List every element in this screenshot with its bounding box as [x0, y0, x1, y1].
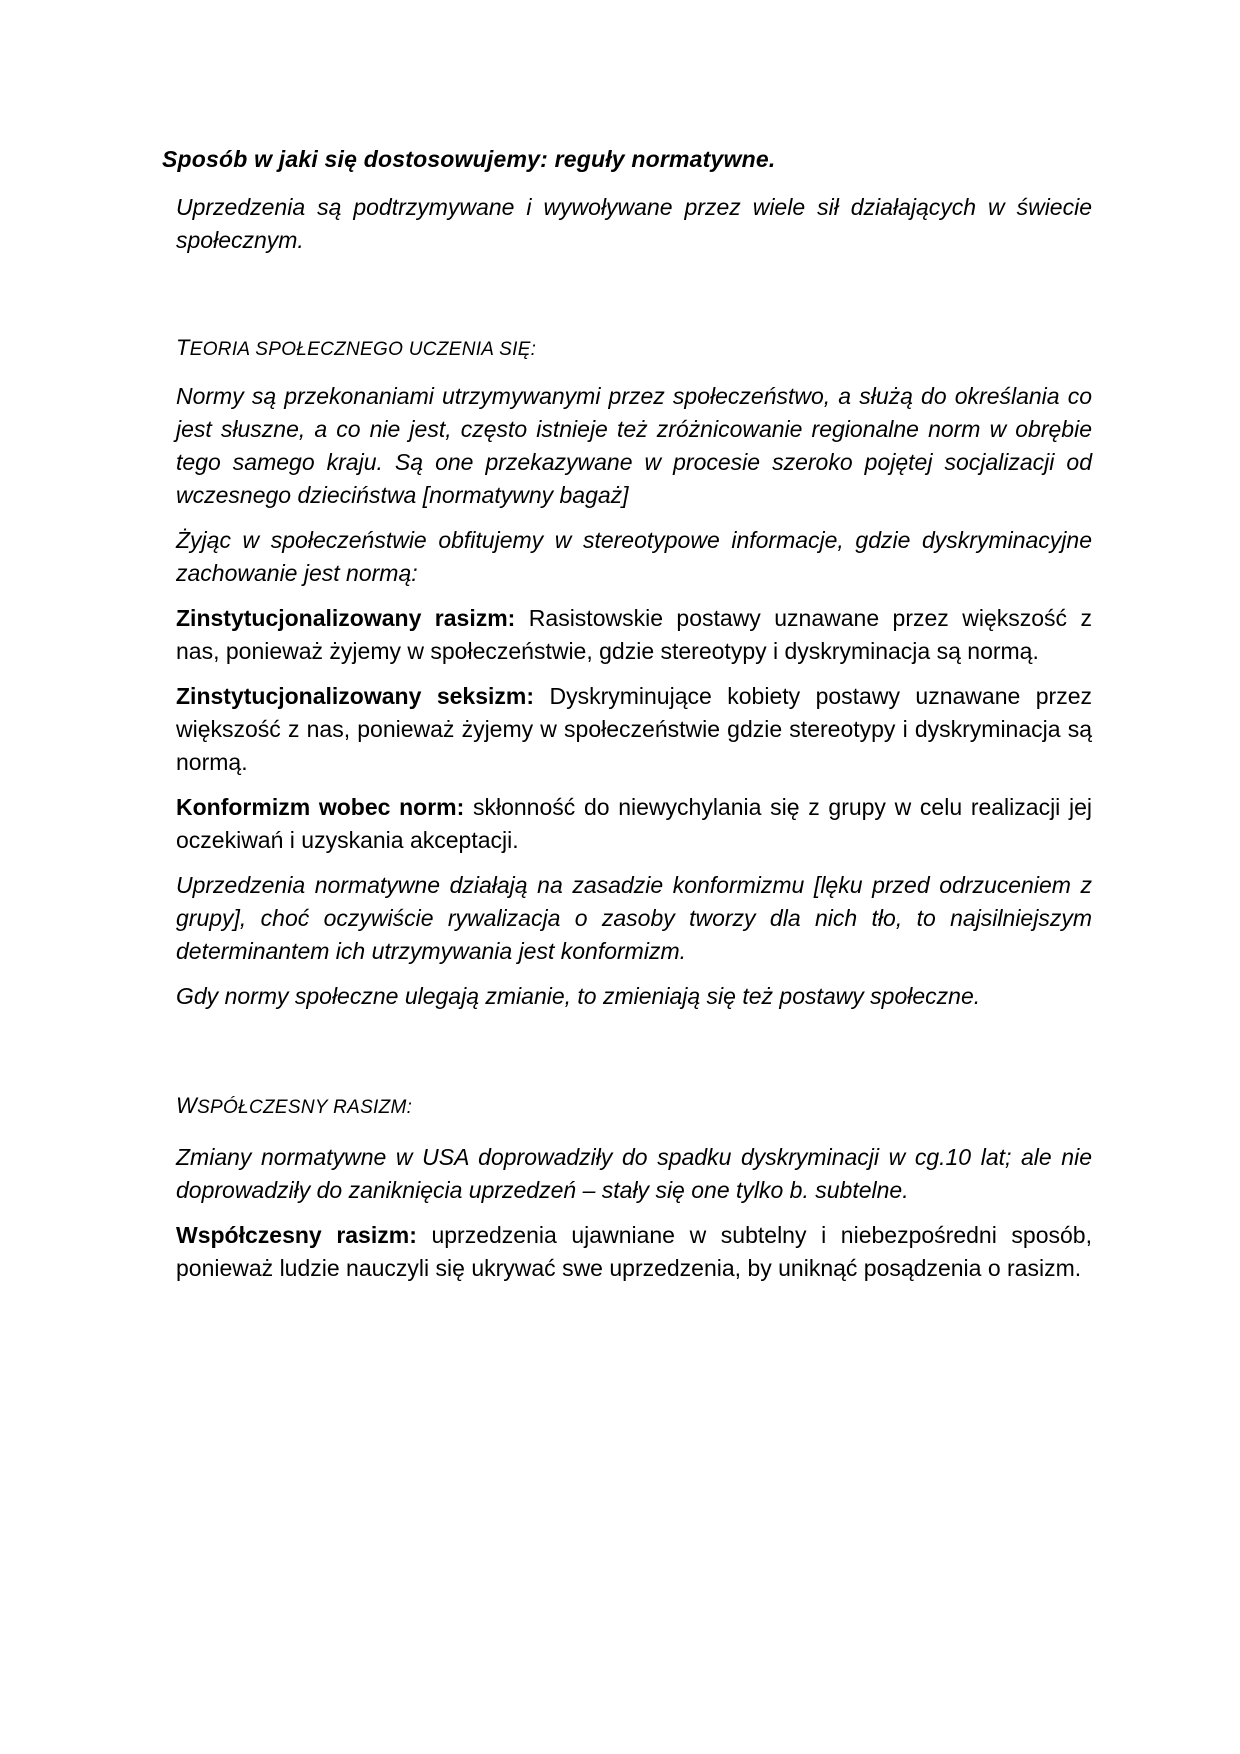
definition-institutional-racism: Rasistowskie postawy uznawane przez większość z nas, ponieważ żyjemy w społeczeństwie, gdzie stereotypy i dyskryminacja są normą. [176, 605, 1092, 664]
institutional-sexism-paragraph [176, 680, 1092, 779]
norm-change-paragraph: Gdy normy społeczne ulegają zmianie, to zmieniają się też postawy społeczne. [176, 983, 981, 1009]
usa-changes-paragraph: Zmiany normatywne w USA doprowadziły do spadku dyskryminacji w cg.10 lat; ale nie doprowadziły do zaniknięcia uprzedzeń – stały się one tylko b. subtelne. [176, 1144, 1092, 1203]
document-body [176, 191, 1092, 1297]
term-institutional-sexism: Zinstytucjonalizowany seksizm: [176, 683, 534, 709]
intro-paragraph: Uprzedzenia są podtrzymywane i wywoływane przez wiele sił działających w świecie społecznym. [176, 194, 1092, 253]
institutional-racism-paragraph [176, 602, 1092, 668]
section-heading-social-learning: TEORIA SPOŁECZNEGO UCZENIA SIĘ: [176, 335, 537, 360]
living-paragraph: Żyjąc w społeczeństwie obfitujemy w stereotypowe informacje, gdzie dyskryminacyjne zachowanie jest normą: [176, 527, 1092, 586]
term-conformity: Konformizm wobec norm: [176, 794, 465, 820]
document-title: Sposób w jaki się dostosowujemy: reguły normatywne. [162, 146, 776, 172]
section-heading-modern-racism: WSPÓŁCZESNY RASIZM: [176, 1093, 413, 1118]
definition-modern-racism: uprzedzenia ujawniane w subtelny i niebezpośredni sposób, ponieważ ludzie nauczyli się ukrywać swe uprzedzenia, by uniknąć posądzenia o rasizm. [176, 1222, 1092, 1281]
definition-conformity: skłonność do niewychylania się z grupy w celu realizacji jej oczekiwań i uzyskania akceptacji. [176, 794, 1092, 853]
definition-institutional-sexism: Dyskryminujące kobiety postawy uznawane przez większość z nas, ponieważ żyjemy w społeczeństwie gdzie stereotypy i dyskryminacja są normą. [176, 683, 1092, 775]
conformity-paragraph [176, 791, 1092, 857]
norms-paragraph: Normy są przekonaniami utrzymywanymi przez społeczeństwo, a służą do określania co jest słuszne, a co nie jest, często istnieje też zróżnicowanie regionalne norm w obrębie tego samego kraju. Są one przekazywane w procesie szeroko pojętej socjalizacji od wczesnego dzieciństwa [normatywny bagaż] [176, 383, 1092, 508]
term-modern-racism: Współczesny rasizm: [176, 1222, 417, 1248]
term-institutional-racism: Zinstytucjonalizowany rasizm: [176, 605, 516, 631]
modern-racism-paragraph [176, 1219, 1092, 1285]
normative-prejudice-paragraph: Uprzedzenia normatywne działają na zasadzie konformizmu [lęku przed odrzuceniem z grupy], choć oczywiście rywalizacja o zasoby tworzy dla nich tło, to najsilniejszym determinantem ich utrzymywania jest konformizm. [176, 872, 1092, 964]
